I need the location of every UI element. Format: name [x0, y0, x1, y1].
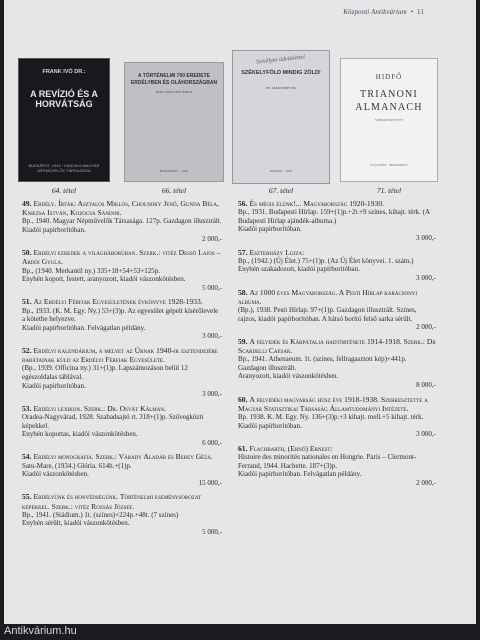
right-column [238, 199, 436, 492]
entry-description: Bp., 1940. Magyar Népművelők Társasága. 127p. Gazdagon illusztrált. [22, 217, 222, 226]
book-title: A TÖRTÉNELMI 700 EREDETE ERDÉLYBEN ÉS OLÁHORSZÁGBAN [130, 73, 218, 86]
page-number: 11 [417, 8, 424, 16]
entry-description: Bp. 1938. K. M. Egy. Ny. 136+(3)p.+3 kihajt. mell.+5 kihajt. térk. [238, 412, 424, 421]
book-publisher: KIADJA · 1940 [269, 169, 293, 173]
entry-title: Erdélyi monográfia. Szerk.: Várady Aladár és Berey Géza. [33, 452, 213, 462]
entry-number: 49. [22, 199, 32, 208]
entry-number: 54. [22, 452, 32, 462]
entry-title: És mégis élünk!... Magyarország 1920-1930. [249, 199, 385, 208]
entry-note: Kiadói papírborítóban. [238, 421, 302, 430]
entry-description: (Bp.), 1938. Pesti Hírlap. 97+(1)p. Gazdagon illusztrált. Színes, rajzos, kiadói papírborítóban. A hátsó borító felső sarka sérült. [238, 305, 417, 323]
book-subtitle: SZERKESZTETTE [375, 118, 403, 122]
entry-number: 53. [22, 403, 32, 413]
entry-title: A felvidék és Kárpátalja hadtörténete 1914-1918. Szerk.: Dr Scardelli Caesar. [238, 336, 436, 355]
header-section: Központi Antikvárium [343, 8, 407, 16]
entry-number: 52. [22, 345, 32, 355]
entry-note: Kiadói papírborítóban. [238, 225, 302, 234]
header-separator: • [410, 8, 414, 16]
entry-title: Erdélyi lexikon. Szerk.: Dr. Osvát Kálmán. [33, 403, 166, 413]
book-caption: 66. tétel [161, 186, 187, 195]
catalog-entry[interactable] [22, 248, 222, 292]
catalog-entry[interactable] [22, 297, 222, 341]
entry-description: Bp., 1933. (K. M. Egy. Ny.) 53+(3)p. Az egyesület gépelt kísérőlevele a kötetbe helyezve. [22, 306, 219, 324]
catalog-entry[interactable] [238, 288, 436, 332]
catalog-page [4, 0, 476, 625]
book-title: A REVÍZIÓ ÉS A HORVÁTSÁG [30, 89, 98, 110]
entry-description: Bp., (1942.) (Új Élet.) 75+(1)p. (Az Új Élet könyvei. 1. szám.) [238, 256, 414, 265]
entry-heading [22, 346, 222, 364]
entry-note: Kiadói papírborítóban. Felvágatlan példány. [22, 323, 146, 332]
book-cover-71[interactable] [340, 58, 438, 195]
catalog-entry[interactable] [22, 452, 222, 487]
entry-title: Erdélyi ezredek a világháborúban. Szerk.: vitéz Dessõ Lajos – Ardói Gyula. [22, 248, 221, 267]
entry-note: Kiadói papírborítóban. [22, 226, 86, 234]
book-title: TRIANONI ALMANACH [355, 89, 423, 113]
entry-price: 5 000,- [202, 527, 222, 536]
book-author: FRANK IVÓ DR.: [42, 69, 86, 75]
book-publisher: BUDAPEST · 1940 [160, 169, 188, 173]
entry-note: Enyhén kopott, festett, aranyozott, kiadói vászonkötésben. [22, 275, 186, 284]
entry-description: Histoire des minorités nationales en Hongrie. Paris – Clermont-Ferrand, 1944. Hachette. 187+(3)p. [238, 452, 417, 470]
catalog-entry[interactable] [22, 492, 222, 536]
entry-number: 50. [22, 248, 32, 258]
entry-price: 6 000,- [202, 438, 222, 447]
page-header [343, 8, 424, 16]
book-caption: 71. tétel [376, 186, 402, 195]
entry-title: Az Erdélyi Férfiak Egyesületének évkönyve 1928-1933. [33, 297, 203, 307]
entry-price: 2 000,- [202, 234, 222, 243]
entry-note: Enyhén szakadozott, kiadói papírborítóban. [238, 265, 360, 274]
entry-number: 51. [22, 297, 32, 307]
entry-heading [238, 199, 436, 208]
entry-title: Az 1000 éves Magyarország. A Pesti Hírlap karácsonyi albuma. [238, 287, 418, 306]
entry-note: Kiadói vászonkötésben. [22, 470, 89, 479]
watermark-text: Antikvárium.hu [4, 625, 77, 637]
entry-title: Erdélyi kalendárium, a melyet az Úrnak 1940-ik esztendejére barátainak küld az Erdélyi Férfiak Egyesülete. [22, 345, 218, 365]
footer-bar [0, 624, 480, 640]
entry-heading [22, 248, 222, 266]
entry-number: 57. [238, 247, 248, 257]
catalog-entry[interactable] [238, 248, 436, 283]
book-cover-66[interactable] [124, 62, 224, 195]
entry-price: 8 000,- [416, 380, 436, 389]
book-caption: 64. tétel [51, 186, 77, 195]
book-cover-67[interactable] [232, 50, 330, 195]
entry-note: Kiadói papírborítóban. [22, 381, 86, 390]
entry-number: 60. [238, 394, 248, 404]
entry-heading [238, 248, 436, 257]
entry-price: 5 000,- [202, 283, 222, 292]
entry-note: Aranyozott, kiadói vászonkötésben. [238, 372, 339, 381]
book-series: HIDFŐ [375, 73, 403, 81]
catalog-entry[interactable] [22, 404, 222, 448]
entry-title: Erdély. Írták: Asztalos Miklós, Cholnoky Jenő, Gunda Béla, Kniezsa István, Kozocsa Sándor. [22, 199, 219, 218]
catalog-entry[interactable] [22, 199, 222, 243]
catalog-entry[interactable] [238, 199, 436, 243]
entry-number: 58. [238, 287, 248, 297]
catalog-entry[interactable] [238, 395, 436, 439]
handwritten-dedication: Szívélyes üdvözlettel [256, 54, 306, 66]
entry-heading [238, 337, 436, 355]
entry-heading [22, 492, 222, 510]
entry-description: Bp., 1931. Budapesti Hírlap. 159+(1)p.+2t.+9 színes, kihajt. térk. (A Budapesti Hírlap ajándék-albuma.) [238, 208, 430, 225]
entry-price: 3 000,- [416, 233, 436, 242]
entry-title: Flachbarth, (Ernő) Ernest: [249, 443, 333, 453]
entry-number: 59. [238, 336, 248, 346]
entry-description: Bp., (1940. Merkantil ny.) 335+18+54+53+125p. [22, 266, 161, 275]
entry-note: Kiadói papírborítóban. Felvágatlan példány. [238, 470, 362, 479]
entry-description: Bp., 1941. Athenaeum. 1t. (színes, fellragasztott kép)+441p. Gazdagon illusztrált. [238, 355, 407, 372]
book-author: ÍRTA: KÖLCSEY ÉRNŐ [156, 90, 192, 94]
entry-heading [22, 452, 222, 461]
entry-price: 2 000,- [416, 323, 436, 332]
book-author: IFJ. MÁRTONFI ÖN [265, 85, 297, 90]
entry-title: Eszterházy Lujza: [249, 247, 305, 257]
entry-heading [238, 395, 436, 413]
entry-title: A felvidéki magyarság húsz éve 1918-1938. Szerkesztette a Magyar Statisztikai Társaság Államtudományi Intézete. [238, 394, 428, 413]
book-cover-64[interactable] [18, 58, 110, 195]
entry-price: 15 000,- [198, 478, 222, 487]
entry-heading [22, 297, 222, 306]
entry-heading [22, 199, 222, 217]
entry-number: 61. [238, 443, 248, 453]
entry-number: 55. [22, 492, 32, 502]
entry-description: Bp., 1941. (Stádium.) 1t. (színes)+224p.+48t. (7 színes) [22, 510, 179, 519]
entry-title: Erdélyünk és honvédségünk. Történelmi eseménysorozat képekkel. Szerk.: vitéz Rozsás József. [22, 492, 202, 511]
entry-price: 3 000,- [202, 390, 222, 399]
left-column [22, 199, 222, 541]
book-caption: 67. tétel [268, 186, 294, 195]
entry-note: Enyhén sérült, kiadói vászonkötésben. [22, 519, 130, 528]
book-publisher: IV. KÖTET · BUDAPEST [370, 163, 408, 167]
book-publisher: BUDAPEST, 1940 · KIADJA A MAGYAR NÉPMŰVELŐK TÁRSASÁGA [28, 162, 100, 173]
book-title: SZÉKELYFÖLD MINDIG ZÖLD! [241, 70, 321, 77]
entry-heading [238, 288, 436, 306]
catalog-entry[interactable] [238, 444, 436, 488]
entry-note: Enyhén kopottas, kiadói vászonkötésben. [22, 430, 138, 439]
entry-number: 56. [238, 199, 248, 208]
entry-description: Oradea-Nagyvárad, 1928. Szabadsajtó rt. 318+(1)p. Szövegközti képekkel. [22, 412, 204, 430]
catalog-entry[interactable] [238, 337, 436, 390]
entry-price: 3 000,- [202, 332, 222, 341]
entry-price: 3 000,- [416, 273, 436, 282]
entry-price: 2 000,- [416, 478, 436, 487]
entry-description: Satu-Mare, (1934.) Glória. 614h.+(1)p. [22, 461, 132, 470]
entry-heading [238, 444, 436, 453]
entry-heading [22, 404, 222, 413]
entry-description: (Bp., 1939. Officina ny.) 31+(1)p. Lapszámozáson belül 12 egészoldalas táblával. [22, 364, 188, 381]
entry-price: 3 000,- [416, 430, 436, 439]
catalog-entry[interactable] [22, 346, 222, 399]
